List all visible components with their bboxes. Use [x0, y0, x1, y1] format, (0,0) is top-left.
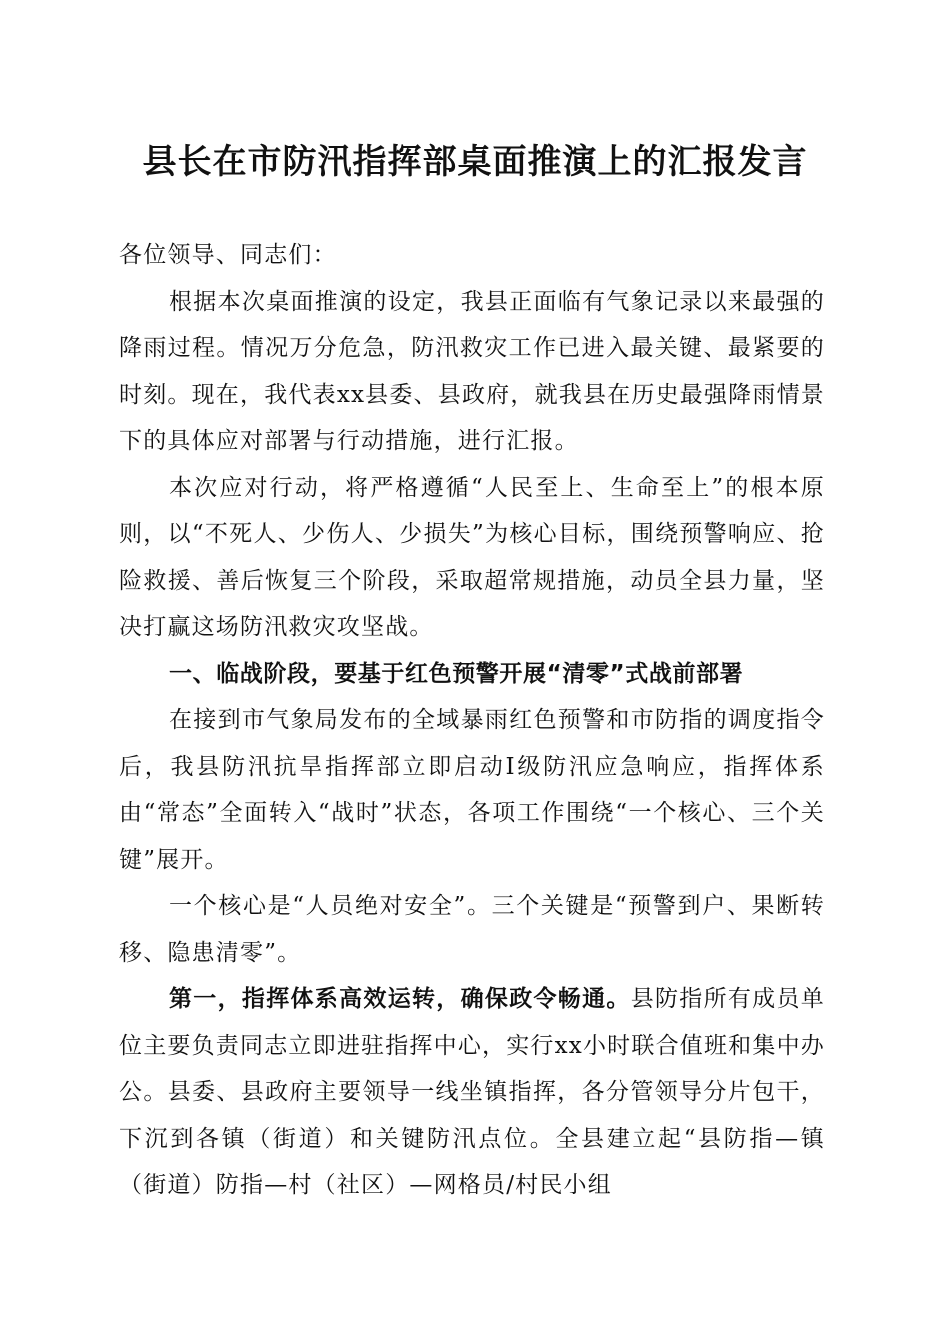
point-one-text: 县防指所有成员单位主要负责同志立即进驻指挥中心，实行xx小时联合值班和集中办公。县委、县政府主要领导一线坐镇指挥，各分管领导分片包干，下沉到各镇（街道）和关键防汛点位。全县建立起“县防指—镇（街道）防指—村（社区）—网格员/村民小组: [119, 986, 825, 1198]
document-body: [119, 232, 825, 1209]
document-title: 县长在市防汛指挥部桌面推演上的汇报发言: [142, 142, 808, 182]
point-one-lead: 第一，指挥体系高效运转，确保政令畅通。: [169, 985, 631, 1012]
point-one-paragraph: [119, 976, 825, 1209]
section-paragraph-2: 一个核心是“人员绝对安全”。三个关键是“预警到户、果断转移、隐患清零”。: [119, 893, 825, 966]
salutation: 各位领导、同志们：: [119, 242, 337, 268]
intro-paragraph-2: 本次应对行动，将严格遵循“人民至上、生命至上”的根本原则，以“不死人、少伤人、少损失”为核心目标，围绕预警响应、抢险救援、善后恢复三个阶段，采取超常规措施，动员全县力量，坚决打赢这场防汛救灾攻坚战。: [119, 474, 825, 640]
section-paragraph-1: 在接到市气象局发布的全域暴雨红色预警和市防指的调度指令后，我县防汛抗旱指挥部立即启动Ⅰ级防汛应急响应，指挥体系由“常态”全面转入“战时”状态，各项工作围绕“一个核心、三个关键”展开。: [119, 707, 825, 873]
section-heading: 一、临战阶段，要基于红色预警开展“清零”式战前部署: [169, 660, 744, 687]
intro-paragraph-1: 根据本次桌面推演的设定，我县正面临有气象记录以来最强的降雨过程。情况万分危急，防汛救灾工作已进入最关键、最紧要的时刻。现在，我代表xx县委、县政府，就我县在历史最强降雨情景下的具体应对部署与行动措施，进行汇报。: [119, 288, 825, 454]
